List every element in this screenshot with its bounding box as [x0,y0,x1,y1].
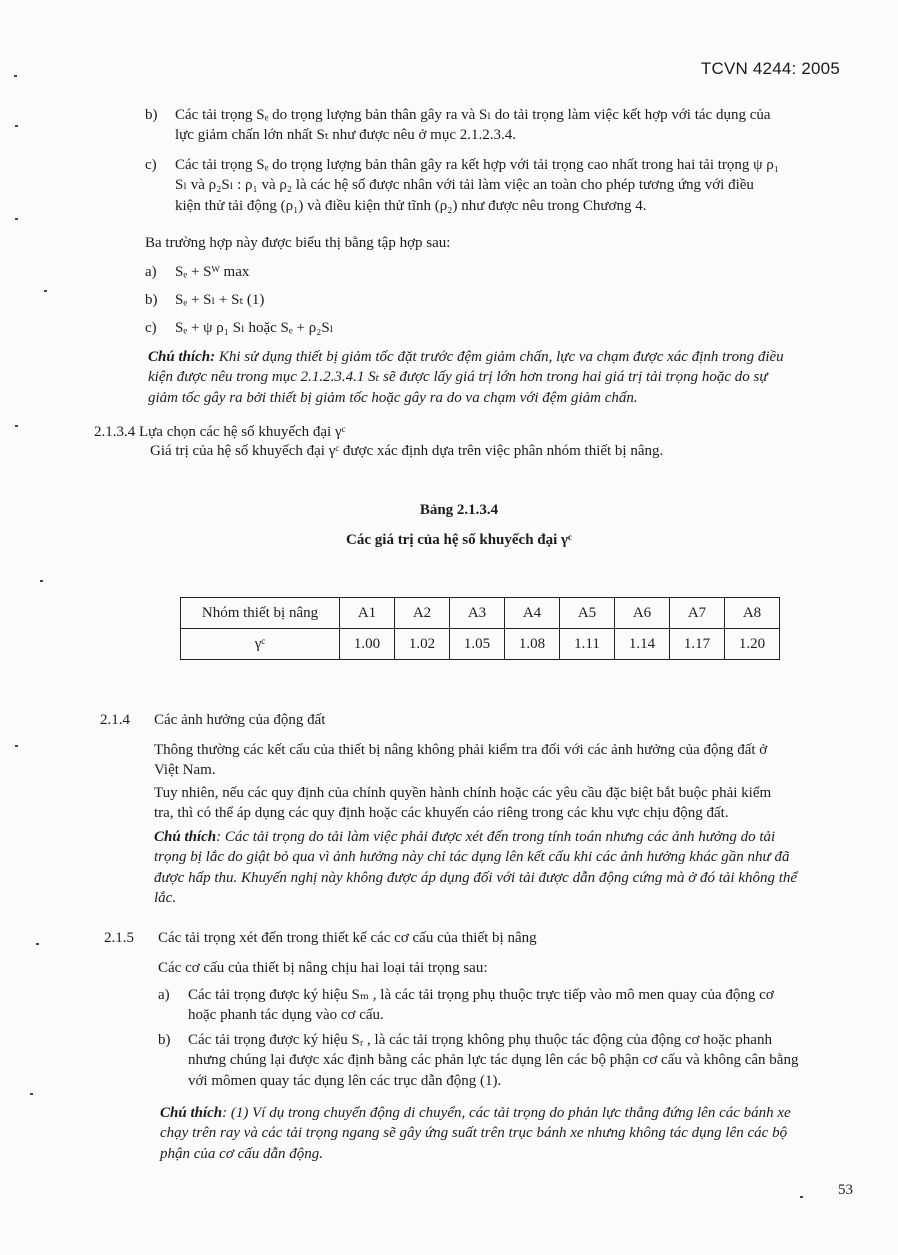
table-cell: A1 [340,598,395,629]
table-row-header: Nhóm thiết bị nâng [181,598,340,629]
table-row-header: γᶜ [181,629,340,660]
section-heading-214 [100,710,325,730]
table-cell: 1.00 [340,629,395,660]
scan-speck [40,580,43,582]
table-cell: A3 [450,598,505,629]
list-line: Các tải trọng Sₑ do trọng lượng bản thân gây ra và Sₗ do tải trọng làm việc kết hợp với tác dụng của [175,107,771,123]
section-heading-215 [104,928,537,948]
paragraph-line: Việt Nam. [154,762,216,779]
list-label: b) [158,1032,171,1048]
table-cell: 1.08 [505,629,560,660]
note-line: lắc. [154,889,177,906]
paragraph-line: Thông thường các kết cấu của thiết bị nâng không phải kiểm tra đối với các ảnh hưởng của động đất ở [154,742,768,758]
table-cell: 1.20 [725,629,780,660]
table-row [181,598,780,629]
note-line: phận của cơ cấu dẫn động. [160,1145,323,1162]
list-label: a) [158,987,170,1003]
list-line: với mômen quay tác dụng lên các trục dẫn động (1). [188,1072,502,1089]
case-label: a) [145,264,157,280]
paragraph-line: tra, thì có thể áp dụng các quy định hoặc các khuyến cáo riêng trong các khu vực chịu động đất. [154,805,729,822]
case-label: c) [145,320,157,336]
case-formula: Sₑ + Sᵂ max [175,264,250,280]
note-line: trọng bị lắc do giật bỏ qua vì ảnh hưởng này chỉ tác dụng lên kết cấu khi các ảnh hưởng khác gần như đã [154,849,790,866]
table-cell: 1.02 [395,629,450,660]
list-label: c) [145,157,157,173]
list-line: Các tải trọng được ký hiệu Sₘ , là các tải trọng phụ thuộc trực tiếp vào mô men quay của động cơ [188,987,774,1003]
table-cell: 1.11 [560,629,615,660]
note-line: kiện được nêu trong mục 2.1.2.3.4.1 Sₜ sẽ được lấy giá trị lớn hơn trong hai giá trị tải trọng hoặc do sự [148,369,768,386]
case-formula: Sₑ + ψ ρ₁ Sₗ hoặc Sₑ + ρ₂Sₗ [175,320,334,336]
list-item-a [158,985,858,1026]
page-number: 53 [838,1182,853,1198]
note-line: : (1) Ví dụ trong chuyển động di chuyển, các tải trọng do phản lực thẳng đứng lên các bánh xe [222,1105,791,1121]
scan-speck [15,218,18,220]
case-b [145,290,850,310]
note-line: giảm tốc gây ra bởi thiết bị giảm tốc hoặc gây ra do va chạm với đệm giảm chấn. [148,389,638,406]
list-line: nhưng chúng lại được xác định bằng các phản lực tác dụng lên các bộ phận cơ cấu và không cân bằng [188,1052,799,1069]
note-line: được hấp thu. Khuyến nghị này không được áp dụng đối với tải được dẫn động cứng mà ở đó tải không thể [154,869,798,886]
scan-speck [800,1196,803,1198]
table-cell: A6 [615,598,670,629]
list-line: Sₗ và ρ₂Sₗ : ρ₁ và ρ₂ là các hệ số được nhân với tải làm việc an toàn cho phép tương ứng với điều [175,177,754,194]
section-number: 2.1.5 [104,930,134,946]
note-title: Chú thích [160,1105,223,1121]
table-cell: 1.14 [615,629,670,660]
list-label: b) [145,107,158,123]
table-cell: A5 [560,598,615,629]
section-title: Các tải trọng xét đến trong thiết kế các cơ cấu của thiết bị nâng [158,930,537,946]
note-line: : Các tải trọng do tải làm việc phải được xét đến trong tính toán nhưng các ảnh hưởng do tải [216,829,776,845]
note-title: Chú thích [154,829,217,845]
case-a [145,262,850,282]
scan-speck [44,290,47,292]
section-text: Giá trị của hệ số khuyếch đại γᶜ được xác định dựa trên việc phân nhóm thiết bị nâng. [150,443,664,459]
section-number: 2.1.4 [100,712,130,728]
values-table [180,597,780,660]
section-heading-2134 [94,422,345,442]
scan-speck [14,75,17,77]
section-paragraph [154,740,859,781]
table-cell: A8 [725,598,780,629]
table-cell: A7 [670,598,725,629]
table-row [181,629,780,660]
list-line: kiện thử tải động (ρ₁) và điều kiện thử tĩnh (ρ₂) như được nêu trong Chương 4. [175,197,647,214]
standard-code: TCVN 4244: 2005 [700,59,840,78]
scan-speck [36,943,39,945]
section-paragraph [154,783,859,824]
table-cell: 1.05 [450,629,505,660]
case-label: b) [145,292,158,308]
list-item-c [145,155,850,216]
list-line: Các tải trọng được ký hiệu Sᵣ , là các tải trọng không phụ thuộc tác động của động cơ hoặc phanh [188,1032,772,1048]
section-title: Các ảnh hưởng của động đất [154,712,326,728]
table-cell: A2 [395,598,450,629]
table-title: Các giá trị của hệ số khuyếch đại γᶜ [346,532,572,548]
section-intro: Các cơ cấu của thiết bị nâng chịu hai loại tải trọng sau: [158,960,488,976]
table-cell: 1.17 [670,629,725,660]
note-block [148,347,853,408]
scan-speck [15,425,18,427]
case-formula: Sₑ + Sₗ + Sₜ (1) [175,292,265,308]
paragraph-line: Tuy nhiên, nếu các quy định của chính quyền hành chính hoặc các yêu cầu đặc biệt bắt buộc phải kiểm [154,785,772,801]
scan-speck [15,745,18,747]
table-cell: A4 [505,598,560,629]
scan-speck [15,125,18,127]
list-line: Các tải trọng Sₑ do trọng lượng bản thân gây ra kết hợp với tải trọng cao nhất trong hai tải trọng ψ ρ₁ [175,157,779,173]
section-number: 2.1.3.4 [94,424,136,440]
list-item-b [158,1030,858,1091]
list-line: hoặc phanh tác dụng vào cơ cấu. [188,1007,384,1024]
section-title: Lựa chọn các hệ số khuyếch đại γᶜ [139,424,346,440]
note-title: Chú thích: [148,349,216,365]
intro-text: Ba trường hợp này được biểu thị bằng tập hợp sau: [145,235,451,251]
table-caption: Bảng 2.1.3.4 [419,502,499,518]
note-block [160,1103,860,1164]
note-block [154,827,854,908]
list-item-b [145,105,850,146]
note-line: Khi sử dụng thiết bị giảm tốc đặt trước đệm giảm chấn, lực va chạm được xác định trong điều [218,349,784,365]
note-line: chạy trên ray và các tải trọng ngang sẽ gây ứng suất trên trục bánh xe nhưng không tác dụng lên các bộ [160,1125,788,1142]
scan-speck [30,1093,33,1095]
case-c [145,318,850,338]
list-line: lực giảm chấn lớn nhất Sₜ như được nêu ở mục 2.1.2.3.4. [175,127,516,144]
